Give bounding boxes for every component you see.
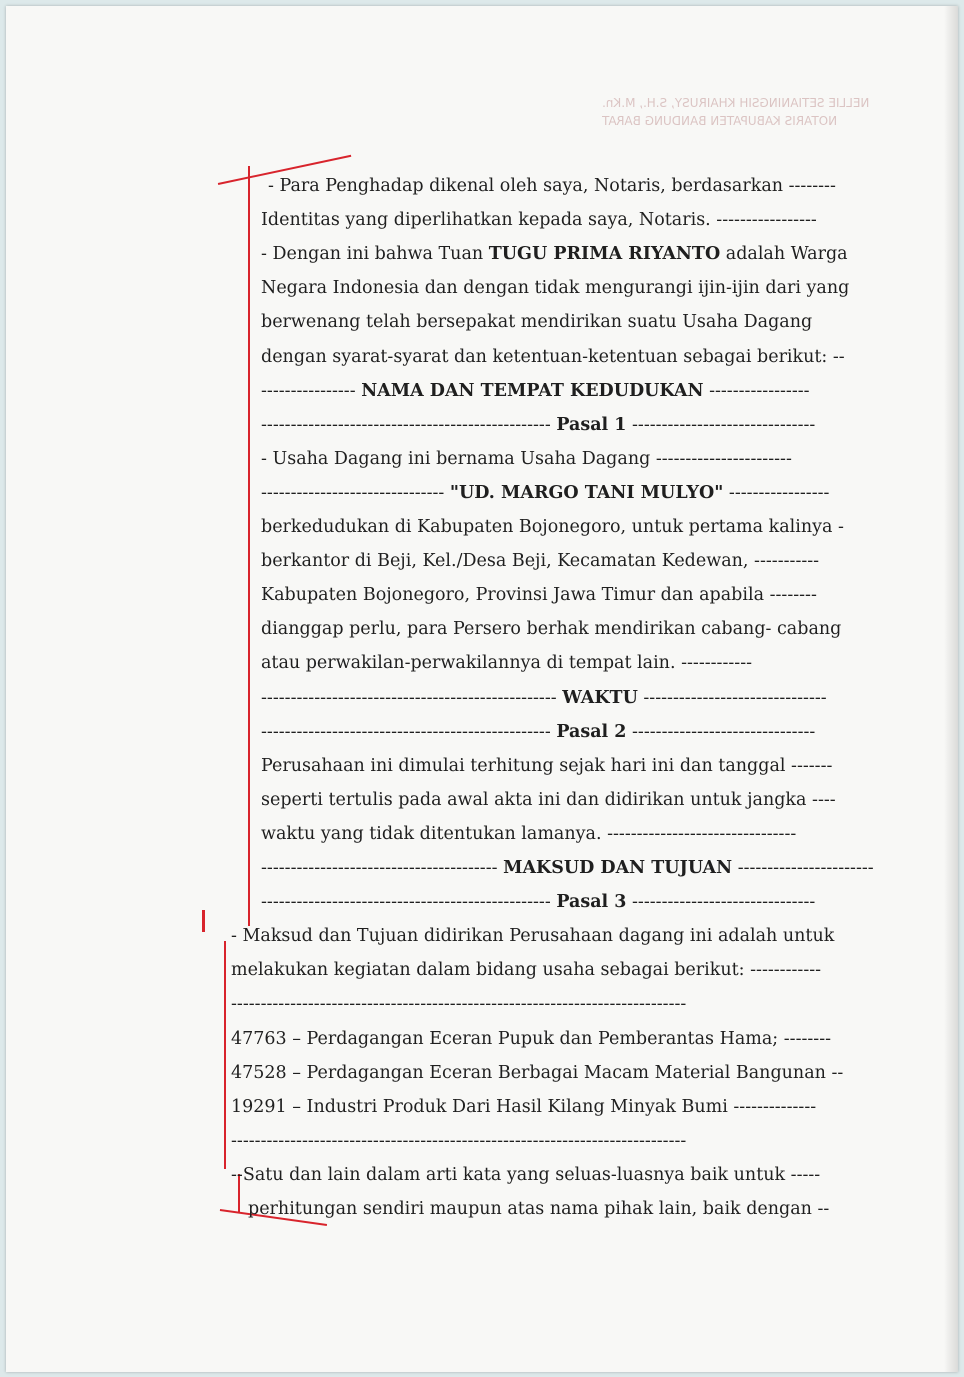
- red-margin-mark-1: [202, 910, 205, 932]
- text-line: dengan syarat-syarat dan ketentuan-ketentuan sebagai berikut: --: [261, 346, 845, 367]
- text-line: waktu yang tidak ditentukan lamanya. --------------------------------: [261, 823, 797, 844]
- text-line: Identitas yang diperlihatkan kepada saya, Notaris. -----------------: [261, 210, 817, 231]
- notary-stamp: [602, 94, 902, 130]
- text-line: berkantor di Beji, Kel./Desa Beji, Kecamatan Kedewan, -----------: [261, 551, 820, 572]
- stamp-line-2: NOTARIS KABUPATEN BANDUNG BARAT: [602, 114, 838, 128]
- text-line: -----------------------------------------------------------------------------: [231, 1130, 687, 1151]
- red-margin-line-lower: [224, 941, 226, 1169]
- line-prefix: -------------------------------------------------: [261, 892, 557, 913]
- text-line: dianggap perlu, para Persero berhak mendirikan cabang- cabang: [261, 619, 842, 640]
- text-line: Perusahaan ini dimulai terhitung sejak hari ini dan tanggal -------: [261, 755, 833, 776]
- line-prefix: ----------------: [261, 380, 362, 401]
- text-line: atau perwakilan-perwakilannya di tempat lain. ------------: [261, 653, 753, 674]
- text-line: -----------------------------------------------------------------------------: [231, 994, 687, 1015]
- text-line: - Maksud dan Tujuan didirikan Perusahaan dagang ini adalah untuk: [231, 926, 835, 947]
- line-prefix: -------------------------------------------------: [261, 721, 557, 742]
- line-suffix: -----------------: [723, 482, 830, 503]
- text-line: berwenang telah bersepakat mendirikan suatu Usaha Dagang: [261, 312, 813, 333]
- text-line: [261, 851, 886, 885]
- line-prefix: ----------------------------------------: [261, 858, 504, 878]
- document-page: [6, 6, 958, 1372]
- bold-heading: Pasal 2: [556, 721, 627, 742]
- bold-heading: NAMA DAN TEMPAT KEDUDUKAN: [361, 380, 704, 401]
- line-suffix: adalah Warga: [720, 244, 848, 265]
- bold-heading: TUGU PRIMA RIYANTO: [488, 244, 721, 265]
- text-line: --Satu dan lain dalam arti kata yang seluas-luasnya baik untuk -----: [231, 1164, 821, 1185]
- text-line: [261, 237, 886, 271]
- text-line: melakukan kegiatan dalam bidang usaha sebagai berikut: ------------: [231, 960, 822, 981]
- text-line: 19291 – Industri Produk Dari Hasil Kilang Minyak Bumi --------------: [231, 1096, 817, 1117]
- text-line: 47763 – Perdagangan Eceran Pupuk dan Pemberantas Hama; --------: [231, 1028, 832, 1049]
- text-line: [261, 715, 886, 749]
- page-edge-shadow: [944, 6, 958, 1372]
- text-line: perhitungan sendiri maupun atas nama pihak lain, baik dengan --: [248, 1199, 830, 1219]
- stamp-line-1: NELLIE SETIANINGSIH KHAIRUSY, S.H., M.Kn.: [602, 96, 870, 110]
- line-suffix: -------------------------------: [626, 892, 816, 913]
- bold-heading: MAKSUD DAN TUJUAN: [503, 858, 733, 878]
- line-suffix: -------------------------------: [626, 721, 816, 742]
- text-line: berkedudukan di Kabupaten Bojonegoro, untuk pertama kalinya -: [261, 517, 844, 537]
- line-suffix: -------------------------------: [637, 687, 827, 708]
- bold-heading: "UD. MARGO TANI MULYO": [449, 482, 724, 503]
- line-prefix: --------------------------------------------------: [261, 687, 563, 708]
- text-line: [261, 476, 886, 510]
- bold-heading: WAKTU: [562, 687, 638, 708]
- text-line: Negara Indonesia dan dengan tidak mengurangi ijin-ijin dari yang: [261, 278, 850, 299]
- bold-heading: Pasal 1: [556, 414, 627, 435]
- text-line: [261, 408, 886, 442]
- text-line: - Para Penghadap dikenal oleh saya, Notaris, berdasarkan --------: [268, 176, 836, 196]
- line-prefix: -------------------------------------------------: [261, 414, 557, 435]
- text-line: [261, 885, 886, 919]
- text-line: [261, 374, 886, 408]
- line-suffix: -------------------------------: [626, 414, 816, 435]
- red-margin-line: [248, 166, 250, 926]
- text-line: Kabupaten Bojonegoro, Provinsi Jawa Timur dan apabila --------: [261, 585, 817, 606]
- text-line: seperti tertulis pada awal akta ini dan didirikan untuk jangka ----: [261, 789, 836, 810]
- line-prefix: - Dengan ini bahwa Tuan: [261, 244, 489, 265]
- line-suffix: -----------------: [703, 380, 810, 401]
- line-suffix: -----------------------: [732, 858, 874, 878]
- text-line: 47528 – Perdagangan Eceran Berbagai Macam Material Bangunan --: [231, 1062, 844, 1083]
- bold-heading: Pasal 3: [556, 892, 627, 913]
- text-line: [261, 681, 886, 715]
- text-line: - Usaha Dagang ini bernama Usaha Dagang -----------------------: [261, 448, 792, 469]
- line-prefix: -------------------------------: [261, 482, 450, 503]
